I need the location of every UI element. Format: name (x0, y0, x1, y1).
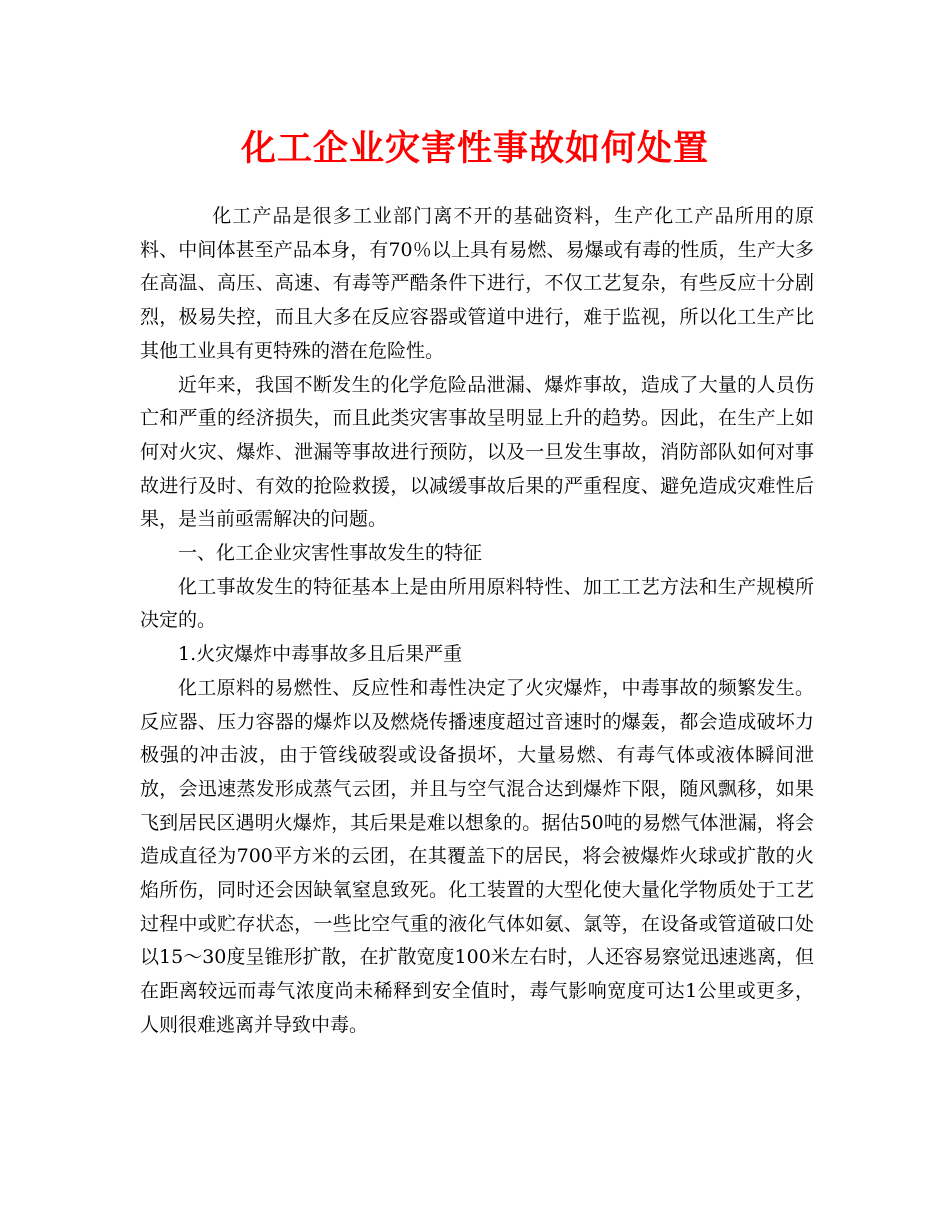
document-body (140, 200, 814, 1043)
paragraph-fire-explosion: 化工原料的易燃性、反应性和毒性决定了火灾爆炸，中毒事故的频繁发生。反应器、压力容器的爆炸以及燃烧传播速度超过音速时的爆轰，都会造成破坏力极强的冲击波，由于管线破裂或设备损坏，大量易燃、有毒气体或液体瞬间泄放，会迅速蒸发形成蒸气云团，并且与空气混合达到爆炸下限，随风飘移，如果飞到居民区遇明火爆炸，其后果是难以想象的。据估50吨的易燃气体泄漏，将会造成直径为700平方米的云团，在其覆盖下的居民，将会被爆炸火球或扩散的火焰所伤，同时还会因缺氧窒息致死。化工装置的大型化使大量化学物质处于工艺过程中或贮存状态，一些比空气重的液化气体如氨、氯等，在设备或管道破口处以15～30度呈锥形扩散，在扩散宽度100米左右时，人还容易察觉迅速逃离，但在距离较远而毒气浓度尚未稀释到安全值时，毒气影响宽度可达1公里或更多，人则很难逃离并导致中毒。 (140, 676, 814, 1036)
section-heading-1: 一、化工企业灾害性事故发生的特征 (178, 542, 483, 565)
subsection-heading-1: 1.火灾爆炸中毒事故多且后果严重 (178, 643, 463, 666)
paragraph-recent-years: 近年来，我国不断发生的化学危险品泄漏、爆炸事故，造成了大量的人员伤亡和严重的经济损失，而且此类灾害事故呈明显上升的趋势。因此，在生产上如何对火灾、爆炸、泄漏等事故进行预防，以及一旦发生事故，消防部队如何对事故进行及时、有效的抢险救援，以减缓事故后果的严重程度、避免造成灾难性后果，是当前亟需解决的问题。 (140, 373, 814, 531)
paragraph-intro: 化工产品是很多工业部门离不开的基础资料，生产化工产品所用的原料、中间体甚至产品本身，有70％以上具有易燃、易爆或有毒的性质，生产大多在高温、高压、高速、有毒等严酷条件下进行，不仅工艺复杂，有些反应十分剧烈，极易失控，而且大多在反应容器或管道中进行，难于监视，所以化工生产比其他工业具有更特殊的潜在危险性。 (140, 205, 814, 362)
document-title: 化工企业灾害性事故如何处置 (240, 128, 709, 169)
paragraph-characteristics: 化工事故发生的特征基本上是由所用原料特性、加工工艺方法和生产规模所决定的。 (140, 575, 814, 632)
